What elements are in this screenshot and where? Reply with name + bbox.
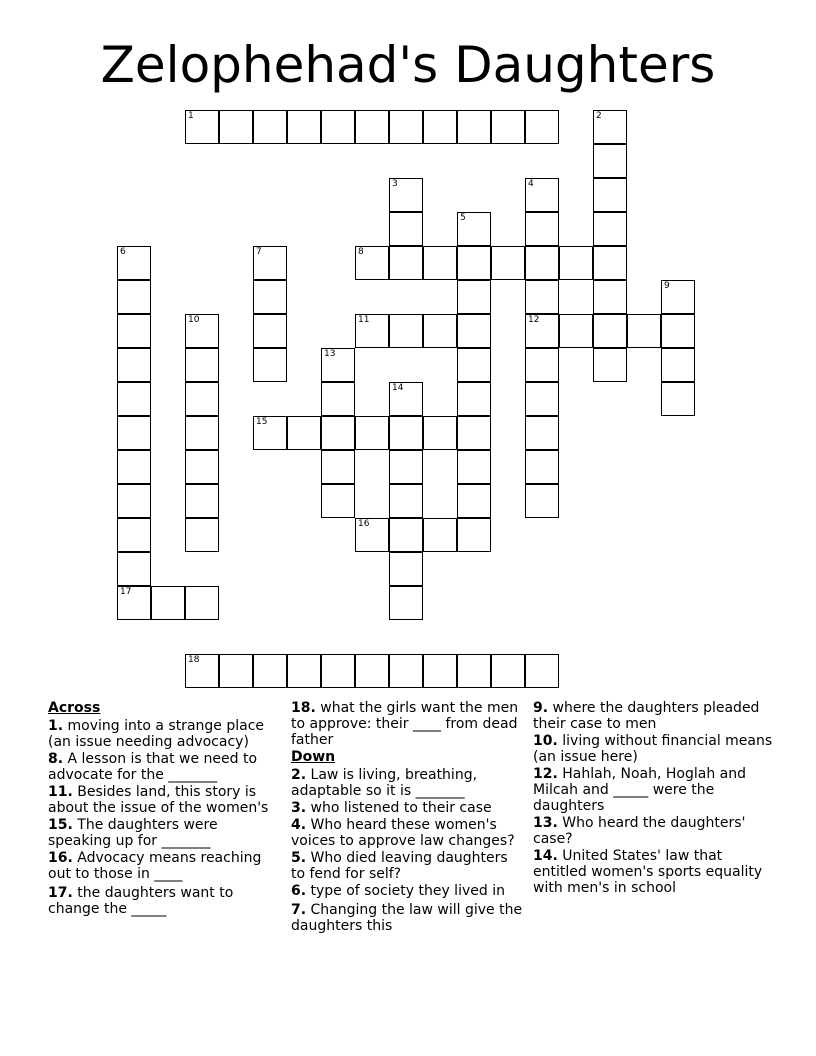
grid-cell[interactable] — [117, 416, 151, 450]
clue-down-7: 7. Changing the law will give the daughters this — [291, 902, 523, 934]
grid-number: 7 — [256, 247, 262, 257]
grid-cell[interactable] — [457, 348, 491, 382]
page-title: Zelophehad's Daughters — [100, 36, 716, 94]
clue-down-3: 3. who listened to their case — [291, 800, 492, 816]
grid-cell[interactable] — [525, 280, 559, 314]
grid-cell[interactable] — [593, 212, 627, 246]
clue-down-9: 9. where the daughters pleaded their case to men — [533, 700, 760, 732]
grid-cell[interactable] — [661, 280, 695, 314]
grid-cell[interactable] — [457, 416, 491, 450]
grid-cell[interactable] — [389, 586, 423, 620]
grid-cell[interactable] — [423, 110, 457, 144]
grid-cell[interactable] — [151, 586, 185, 620]
clue-down-4: 4. Who heard these women's voices to approve law changes? — [291, 817, 515, 849]
grid-cell[interactable] — [253, 654, 287, 688]
grid-cell[interactable] — [525, 110, 559, 144]
grid-cell[interactable] — [389, 484, 423, 518]
clue-across-17: 17. the daughters want to change the _____ — [48, 885, 234, 917]
grid-number: 16 — [358, 519, 370, 529]
grid-cell[interactable] — [117, 450, 151, 484]
grid-cell[interactable] — [525, 348, 559, 382]
grid-cell[interactable] — [253, 348, 287, 382]
grid-cell[interactable] — [253, 416, 287, 450]
grid-cell[interactable] — [253, 246, 287, 280]
grid-cell[interactable] — [117, 586, 151, 620]
grid-cell[interactable] — [661, 382, 695, 416]
grid-cell[interactable] — [253, 314, 287, 348]
grid-cell[interactable] — [321, 348, 355, 382]
grid-cell[interactable] — [457, 654, 491, 688]
grid-cell[interactable] — [355, 654, 389, 688]
grid-number: 1 — [188, 111, 194, 121]
grid-cell[interactable] — [593, 280, 627, 314]
clues-column-1 — [48, 700, 278, 918]
grid-cell[interactable] — [457, 212, 491, 246]
clue-across-8: 8. A lesson is that we need to advocate for the _______ — [48, 751, 258, 783]
grid-cell[interactable] — [593, 178, 627, 212]
grid-cell[interactable] — [593, 110, 627, 144]
grid-cell[interactable] — [253, 280, 287, 314]
clue-across-1: 1. moving into a strange place (an issue needing advocacy) — [48, 718, 265, 750]
grid-cell[interactable] — [321, 654, 355, 688]
grid-cell[interactable] — [355, 416, 389, 450]
grid-cell[interactable] — [389, 178, 423, 212]
grid-cell[interactable] — [457, 450, 491, 484]
grid-number: 18 — [188, 655, 200, 665]
grid-cell[interactable] — [287, 110, 321, 144]
grid-number: 4 — [528, 179, 534, 189]
grid-cell[interactable] — [321, 416, 355, 450]
down-heading: Down — [291, 749, 336, 765]
grid-cell[interactable] — [355, 246, 389, 280]
clue-down-10: 10. living without financial means (an issue here) — [533, 733, 773, 765]
clue-down-12: 12. Hahlah, Noah, Hoglah and Milcah and _____ were the daughters — [533, 766, 746, 814]
grid-cell[interactable] — [491, 110, 525, 144]
grid-cell[interactable] — [559, 246, 593, 280]
grid-cell[interactable] — [525, 484, 559, 518]
grid-cell[interactable] — [423, 654, 457, 688]
grid-cell[interactable] — [117, 280, 151, 314]
clue-across-16: 16. Advocacy means reaching out to those in ____ — [48, 850, 262, 882]
grid-cell[interactable] — [253, 110, 287, 144]
grid-number: 8 — [358, 247, 364, 257]
clue-down-5: 5. Who died leaving daughters to fend for self? — [291, 850, 508, 882]
grid-cell[interactable] — [185, 348, 219, 382]
grid-cell[interactable] — [389, 314, 423, 348]
grid-cell[interactable] — [117, 484, 151, 518]
grid-cell[interactable] — [389, 110, 423, 144]
grid-cell[interactable] — [355, 314, 389, 348]
grid-cell[interactable] — [185, 518, 219, 552]
clues-column-3 — [533, 700, 773, 897]
grid-cell[interactable] — [185, 654, 219, 688]
grid-cell[interactable] — [219, 654, 253, 688]
grid-cell[interactable] — [457, 110, 491, 144]
grid-number: 6 — [120, 247, 126, 257]
grid-cell[interactable] — [389, 382, 423, 416]
grid-cell[interactable] — [525, 212, 559, 246]
across-heading: Across — [48, 700, 101, 716]
grid-cell[interactable] — [321, 450, 355, 484]
grid-cell[interactable] — [219, 110, 253, 144]
grid-cell[interactable] — [423, 416, 457, 450]
grid-cell[interactable] — [593, 314, 627, 348]
grid-cell[interactable] — [593, 246, 627, 280]
grid-number: 11 — [358, 315, 370, 325]
grid-cell[interactable] — [185, 110, 219, 144]
grid-cell[interactable] — [525, 450, 559, 484]
clue-across-11: 11. Besides land, this story is about the issue of the women's — [48, 784, 269, 816]
clue-across-18: 18. what the girls want the men to approve: their ____ from dead father — [291, 700, 519, 748]
grid-cell[interactable] — [457, 314, 491, 348]
grid-cell[interactable] — [525, 654, 559, 688]
grid-cell[interactable] — [185, 484, 219, 518]
clues-column-2 — [291, 700, 523, 935]
grid-number: 5 — [460, 213, 466, 223]
clue-down-13: 13. Who heard the daughters' case? — [533, 815, 746, 847]
grid-cell[interactable] — [593, 144, 627, 178]
grid-cell[interactable] — [389, 246, 423, 280]
grid-cell[interactable] — [389, 450, 423, 484]
grid-cell[interactable] — [559, 314, 593, 348]
grid-cell[interactable] — [491, 246, 525, 280]
clue-down-2: 2. Law is living, breathing, adaptable so it is _______ — [291, 767, 478, 799]
grid-cell[interactable] — [321, 484, 355, 518]
grid-cell[interactable] — [423, 314, 457, 348]
grid-cell[interactable] — [525, 416, 559, 450]
grid-cell[interactable] — [117, 552, 151, 586]
grid-cell[interactable] — [321, 382, 355, 416]
clue-down-14: 14. United States' law that entitled women's sports equality with men's in school — [533, 848, 763, 896]
grid-cell[interactable] — [287, 654, 321, 688]
grid-cell[interactable] — [185, 586, 219, 620]
grid-cell[interactable] — [117, 382, 151, 416]
grid-cell[interactable] — [525, 314, 559, 348]
grid-cell[interactable] — [117, 314, 151, 348]
grid-cell[interactable] — [661, 314, 695, 348]
grid-cell[interactable] — [355, 518, 389, 552]
grid-cell[interactable] — [593, 348, 627, 382]
grid-cell[interactable] — [389, 212, 423, 246]
grid-cell[interactable] — [321, 110, 355, 144]
grid-number: 10 — [188, 315, 200, 325]
clue-across-15: 15. The daughters were speaking up for _______ — [48, 817, 218, 849]
clue-down-6: 6. type of society they lived in — [291, 883, 505, 899]
grid-cell[interactable] — [457, 518, 491, 552]
grid-cell[interactable] — [287, 416, 321, 450]
grid-cell[interactable] — [389, 654, 423, 688]
grid-number: 15 — [256, 417, 268, 427]
grid-cell[interactable] — [389, 518, 423, 552]
grid-cell[interactable] — [491, 654, 525, 688]
grid-number: 14 — [392, 383, 404, 393]
grid-cell[interactable] — [389, 416, 423, 450]
grid-cell[interactable] — [185, 314, 219, 348]
grid-cell[interactable] — [117, 246, 151, 280]
grid-number: 3 — [392, 179, 398, 189]
grid-number: 2 — [596, 111, 602, 121]
grid-cell[interactable] — [117, 518, 151, 552]
grid-cell[interactable] — [355, 110, 389, 144]
grid-number: 13 — [324, 349, 336, 359]
grid-number: 12 — [528, 315, 540, 325]
grid-cell[interactable] — [185, 450, 219, 484]
grid-cell[interactable] — [185, 382, 219, 416]
grid-cell[interactable] — [117, 348, 151, 382]
grid-cell[interactable] — [661, 348, 695, 382]
grid-cell[interactable] — [185, 416, 219, 450]
grid-number: 17 — [120, 587, 132, 597]
grid-cell[interactable] — [525, 382, 559, 416]
grid-cell[interactable] — [457, 280, 491, 314]
grid-cell[interactable] — [423, 246, 457, 280]
grid-cell[interactable] — [525, 178, 559, 212]
grid-cell[interactable] — [525, 246, 559, 280]
grid-cell[interactable] — [457, 484, 491, 518]
grid-cell[interactable] — [457, 382, 491, 416]
grid-cell[interactable] — [423, 518, 457, 552]
grid-cell[interactable] — [389, 552, 423, 586]
grid-cell[interactable] — [457, 246, 491, 280]
grid-number: 9 — [664, 281, 670, 291]
grid-cell[interactable] — [627, 314, 661, 348]
